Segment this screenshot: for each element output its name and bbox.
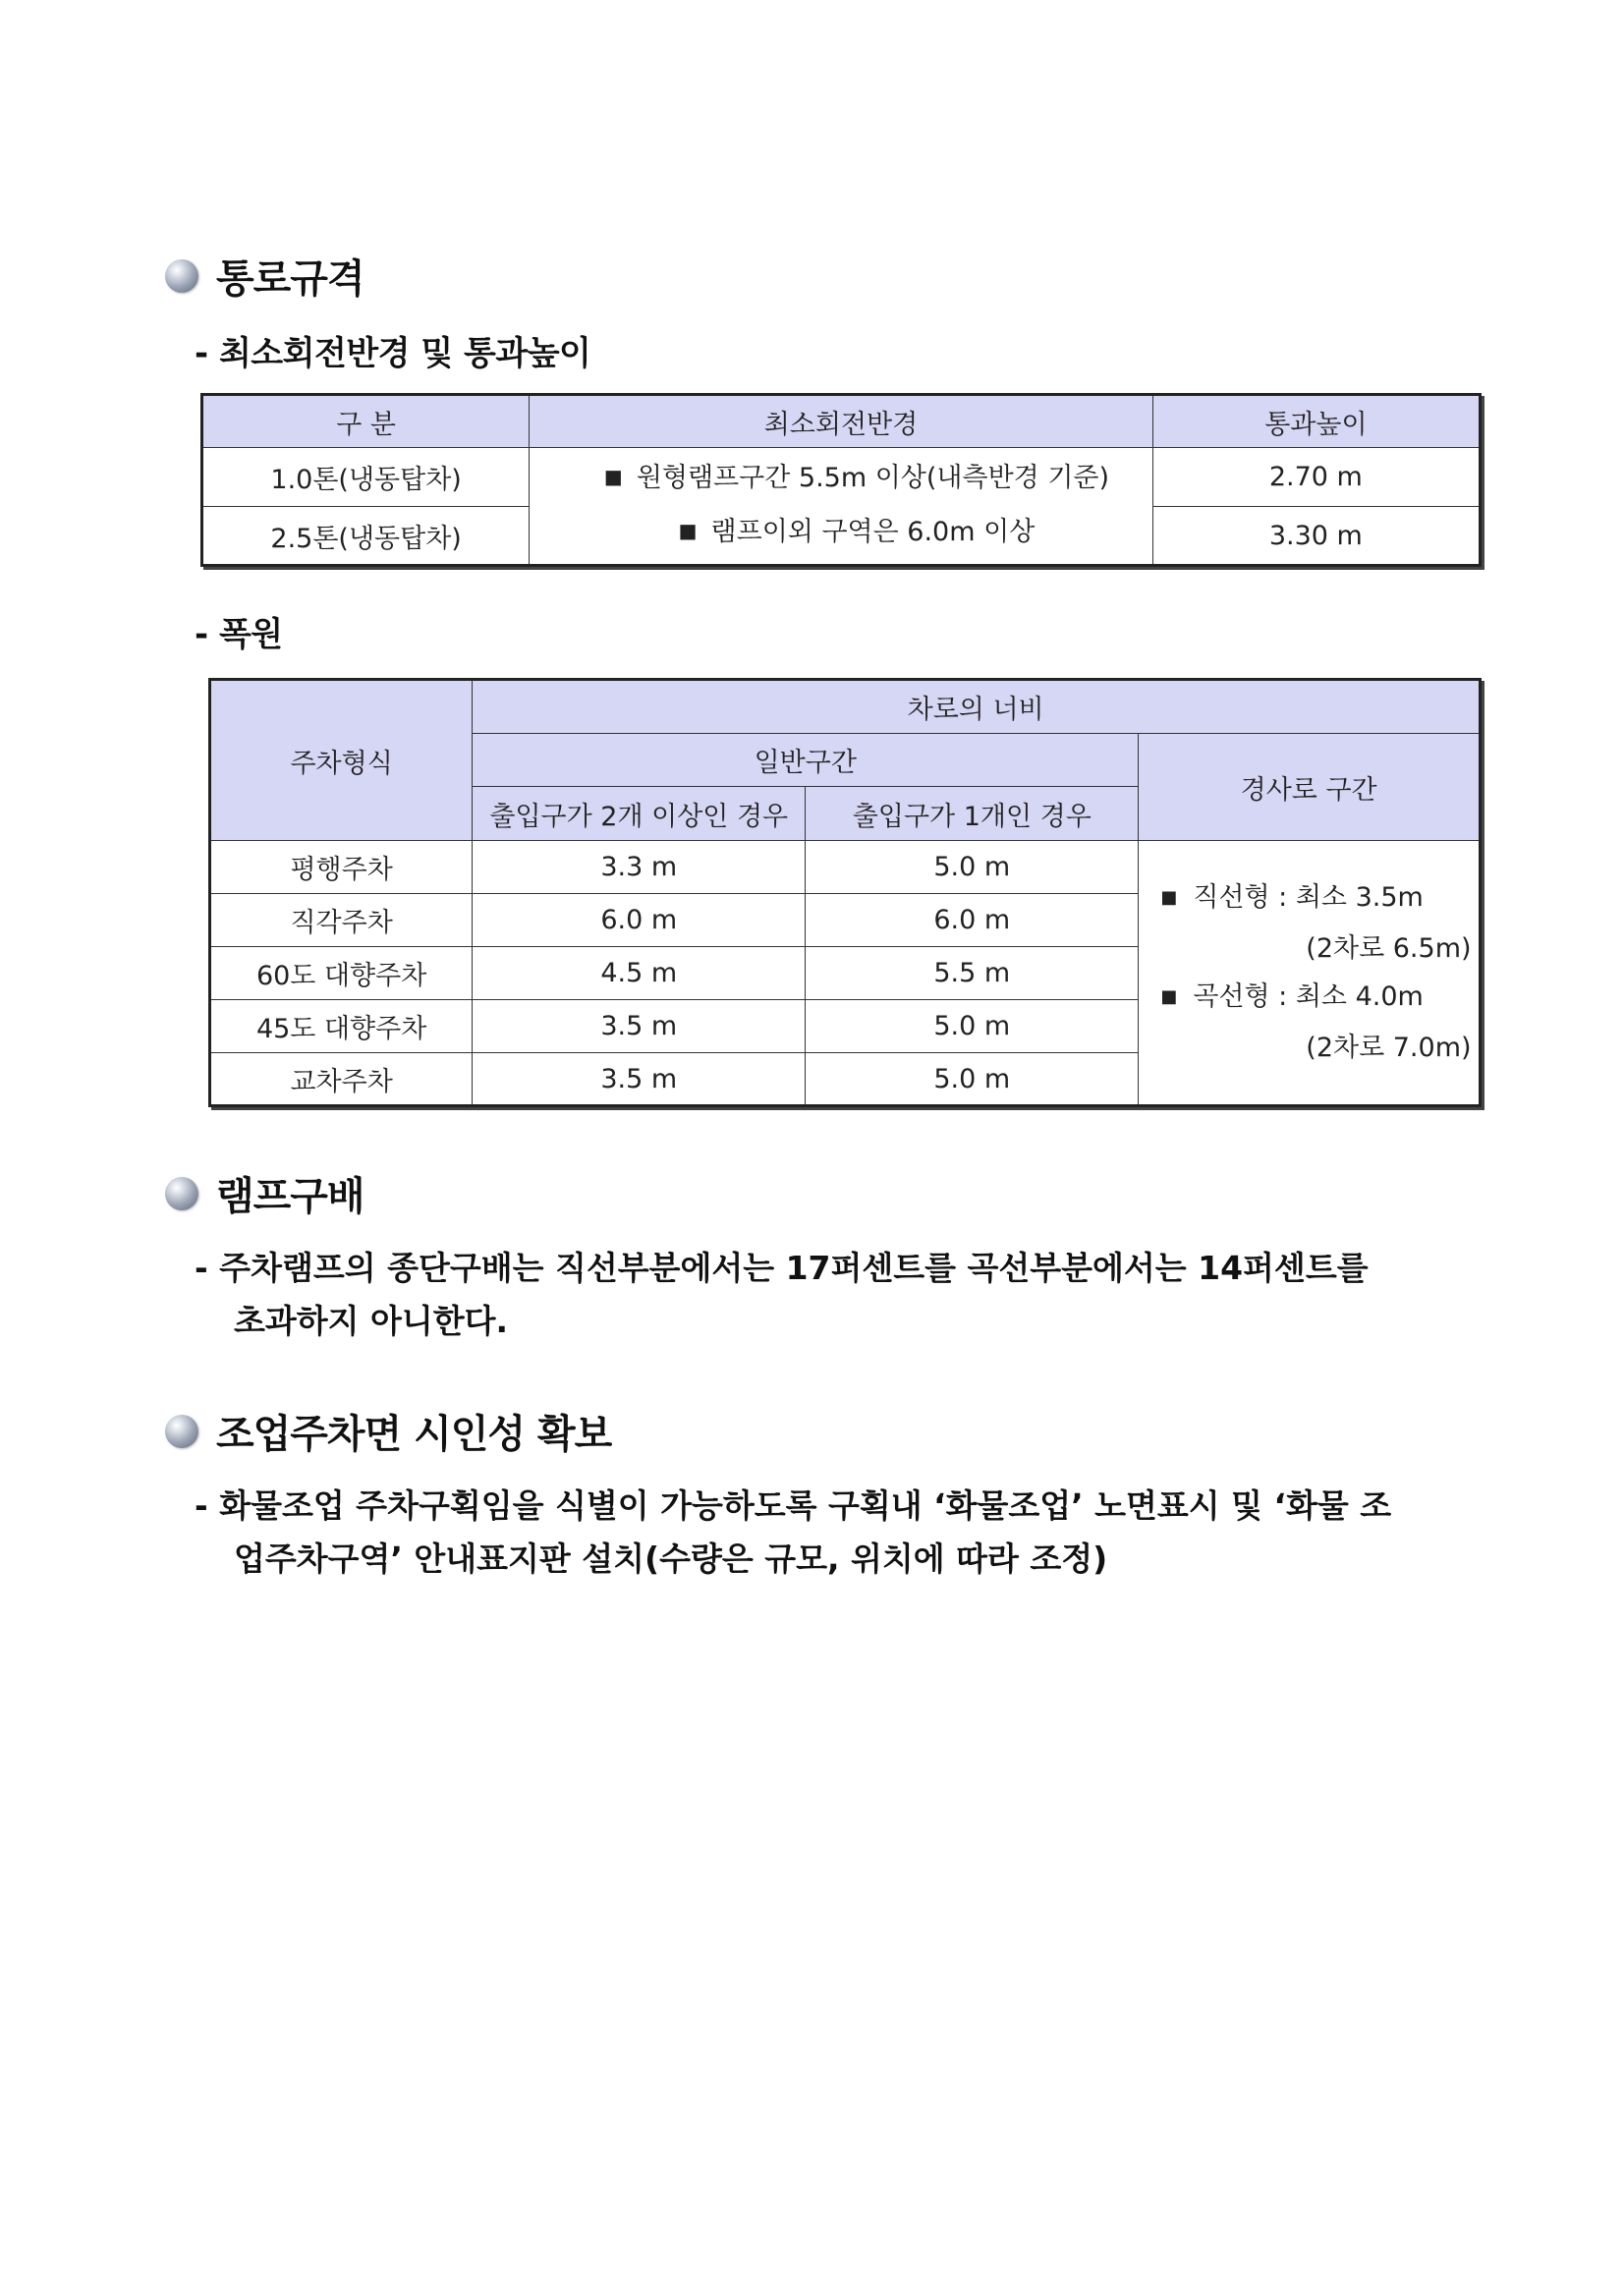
parking-type: 직각주차 <box>210 894 473 947</box>
radius-cell <box>530 448 1153 566</box>
width-one: 5.0 m <box>806 1000 1139 1053</box>
table-header-row <box>202 395 1481 448</box>
section-title: 통로규격 <box>216 256 364 302</box>
header-clearance: 통과높이 <box>1152 395 1480 448</box>
header-parking-type: 주차형식 <box>210 680 473 841</box>
visibility-paragraph <box>195 1480 1482 1586</box>
width-two: 3.5 m <box>473 1000 806 1053</box>
sphere-bullet-icon <box>165 1415 198 1448</box>
slope-cell <box>1139 841 1481 1106</box>
width-one: 5.5 m <box>806 947 1139 1000</box>
radius-item: ■ 원형램프구간 5.5m 이상(내측반경 기준) <box>561 452 1152 506</box>
paragraph-line: - 화물조업 주차구획임을 식별이 가능하도록 구획내 ‘화물조업’ 노면표시 및 ‘화물 조 <box>195 1486 1392 1525</box>
width-one: 5.0 m <box>806 1053 1139 1106</box>
width-two: 6.0 m <box>473 894 806 947</box>
ramp-paragraph <box>195 1242 1482 1348</box>
slope-curved: ■ 곡선형 : 최소 4.0m <box>1160 973 1479 1024</box>
header-one-entrance: 출입구가 1개인 경우 <box>806 787 1139 841</box>
parking-type: 평행주차 <box>210 841 473 894</box>
header-category: 구 분 <box>202 395 530 448</box>
clearance-value: 2.70 m <box>1152 448 1480 507</box>
sphere-bullet-icon <box>165 259 198 293</box>
clearance-value: 3.30 m <box>1152 507 1480 566</box>
width-two: 3.3 m <box>473 841 806 894</box>
sphere-bullet-icon <box>165 1177 198 1210</box>
table-row <box>210 841 1481 894</box>
paragraph-line: - 주차램프의 종단구배는 직선부분에서는 17퍼센트를 곡선부분에서는 14퍼센트를 <box>195 1249 1369 1287</box>
slope-straight: ■ 직선형 : 최소 3.5m <box>1160 873 1479 924</box>
subheading-radius-height: - 최소회전반경 및 통과높이 <box>195 334 591 373</box>
header-general-section: 일반구간 <box>473 734 1139 787</box>
slope-straight-two-lane: (2차로 6.5m) <box>1306 933 1472 964</box>
lane-width-table <box>208 678 1482 1107</box>
parking-type: 교차주차 <box>210 1053 473 1106</box>
header-lane-width: 차로의 너비 <box>473 680 1481 734</box>
width-two: 4.5 m <box>473 947 806 1000</box>
slope-curved-two-lane: (2차로 7.0m) <box>1306 1033 1472 1063</box>
width-one: 5.0 m <box>806 841 1139 894</box>
header-slope-section: 경사로 구간 <box>1139 734 1481 841</box>
header-two-entrances: 출입구가 2개 이상인 경우 <box>473 787 806 841</box>
parking-type: 45도 대향주차 <box>210 1000 473 1053</box>
parking-type: 60도 대향주차 <box>210 947 473 1000</box>
radius-item: ■ 램프이외 구역은 6.0m 이상 <box>561 506 1152 560</box>
width-one: 6.0 m <box>806 894 1139 947</box>
section-heading-ramp <box>165 1165 364 1221</box>
section-title: 램프구배 <box>216 1174 364 1219</box>
vehicle-type: 2.5톤(냉동탑차) <box>202 507 530 566</box>
section-heading-visibility <box>165 1403 611 1459</box>
table-header-row <box>210 680 1481 734</box>
header-min-radius: 최소회전반경 <box>530 395 1153 448</box>
vehicle-type: 1.0톤(냉동탑차) <box>202 448 530 507</box>
radius-height-table <box>200 393 1482 567</box>
subheading-width: - 폭원 <box>195 615 283 654</box>
section-heading-passage <box>165 248 364 304</box>
section-title: 조업주차면 시인성 확보 <box>216 1412 612 1457</box>
table-row <box>202 448 1481 507</box>
width-two: 3.5 m <box>473 1053 806 1106</box>
paragraph-line: 초과하지 아니한다. <box>234 1302 509 1340</box>
paragraph-line: 업주차구역’ 안내표지판 설치(수량은 규모, 위치에 따라 조정) <box>234 1540 1108 1578</box>
